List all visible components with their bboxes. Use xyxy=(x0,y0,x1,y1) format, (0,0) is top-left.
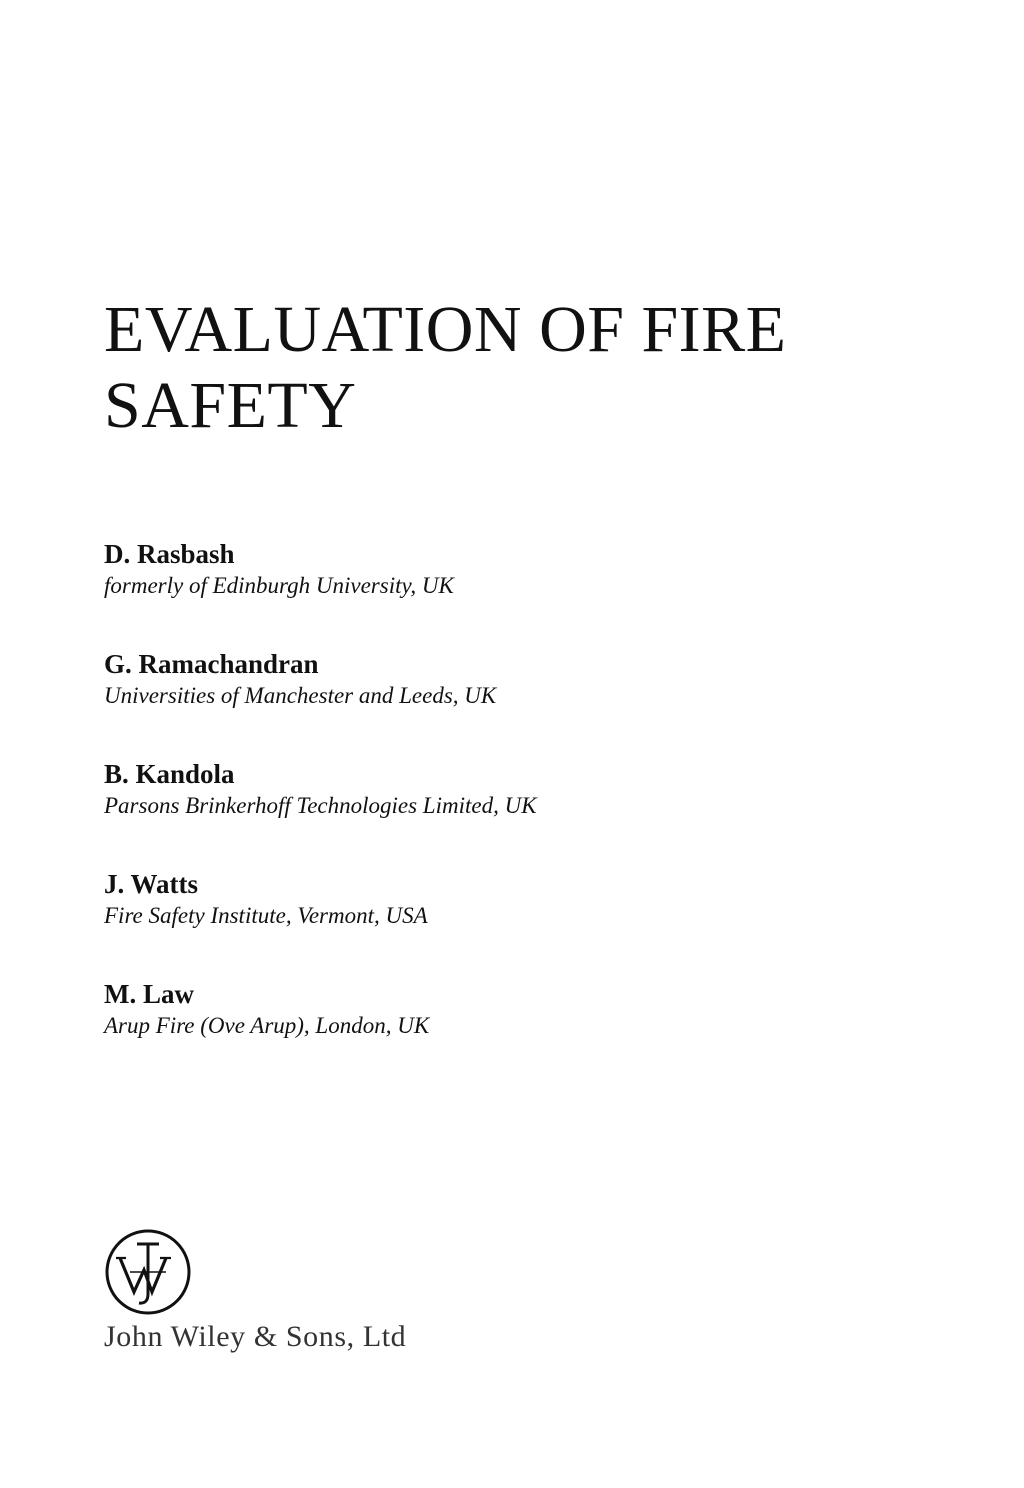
author-affiliation: Arup Fire (Ove Arup), London, UK xyxy=(104,1013,430,1038)
author-entry xyxy=(104,977,904,1087)
author-entry xyxy=(104,757,904,867)
publisher-block xyxy=(104,1228,604,1355)
author-name: D. Rasbash xyxy=(104,539,235,569)
publisher-name: John Wiley & Sons, Ltd xyxy=(104,1320,407,1353)
author-name: B. Kandola xyxy=(104,759,235,789)
author-affiliation: formerly of Edinburgh University, UK xyxy=(104,573,454,598)
author-list xyxy=(104,537,904,1087)
author-affiliation: Universities of Manchester and Leeds, UK xyxy=(104,683,497,708)
author-entry xyxy=(104,867,904,977)
author-name: G. Ramachandran xyxy=(104,649,319,679)
author-entry xyxy=(104,537,904,647)
author-name: J. Watts xyxy=(104,869,199,899)
author-affiliation: Parsons Brinkerhoff Technologies Limited, UK xyxy=(104,793,537,818)
book-title-line-1: EVALUATION OF FIRE xyxy=(104,293,787,366)
wiley-jw-logo-icon xyxy=(104,1228,192,1316)
author-entry xyxy=(104,647,904,757)
book-title-line-2: SAFETY xyxy=(104,369,357,442)
book-title xyxy=(104,292,924,444)
author-affiliation: Fire Safety Institute, Vermont, USA xyxy=(104,903,428,928)
author-name: M. Law xyxy=(104,979,194,1009)
